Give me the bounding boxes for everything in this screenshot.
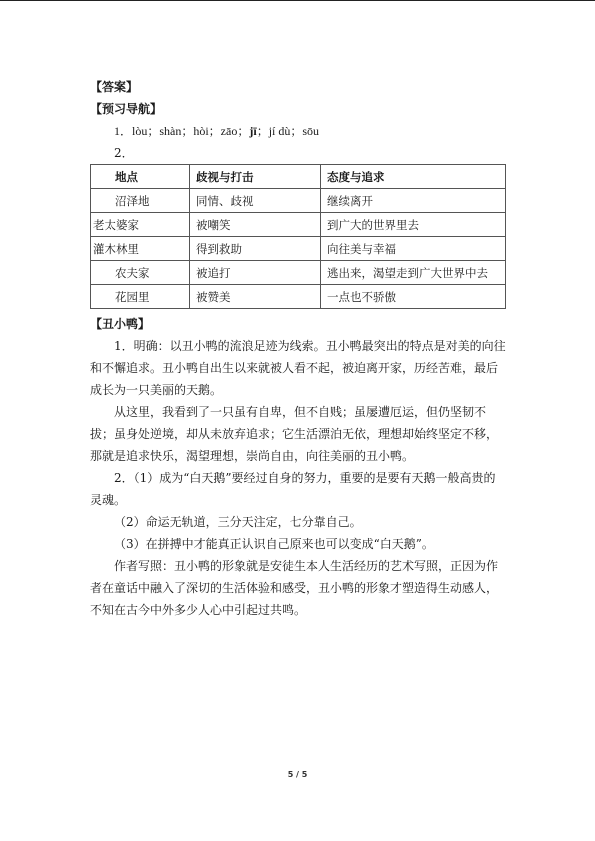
table-cell: 农夫家	[91, 261, 190, 285]
table-cell: 被嘲笑	[190, 213, 321, 237]
table-cell: 沼泽地	[91, 189, 190, 213]
journey-table	[90, 164, 506, 309]
pinyin-part-1: lòu；shàn；hòi；zāo；	[132, 124, 250, 138]
table-cell: 被赞美	[190, 285, 321, 309]
paragraph: （3）在拼搏中才能真正认识自己原来也可以变成“白天鹅”。	[114, 537, 434, 551]
paragraph: 2．（1）成为“白天鹅”要经过自身的努力，重要的是要有天鹅一般高贵的灵魂。	[90, 471, 496, 507]
item-2-number: 2．	[114, 146, 134, 160]
table-cell: 被追打	[190, 261, 321, 285]
header-cell: 地点	[91, 165, 190, 189]
table-cell: 逃出来，渴望走到广大世界中去	[321, 261, 506, 285]
table-cell: 继续离开	[321, 189, 506, 213]
table-cell: 得到救助	[190, 237, 321, 261]
table-cell: 花园里	[91, 285, 190, 309]
table-row	[91, 213, 506, 237]
pinyin-part-bold: jī	[249, 124, 257, 138]
table-cell: 同情、歧视	[190, 189, 321, 213]
paragraph: 作者写照：丑小鸭的形象就是安徒生本人生活经历的艺术写照，正因为作者在童话中融入了深切的生活体验和感受，丑小鸭的形象才塑造得生动感人，不知在古今中外多少人心中引起过共鸣。	[90, 559, 499, 617]
table-cell: 老太婆家	[91, 213, 190, 237]
table-header-row	[91, 165, 506, 189]
pinyin-answer	[90, 120, 506, 142]
table-row	[91, 261, 506, 285]
preview-heading: 【预习导航】	[90, 102, 163, 116]
table-row	[91, 237, 506, 261]
header-rule	[0, 0, 595, 1]
table-cell: 一点也不骄傲	[321, 285, 506, 309]
header-cell: 歧视与打击	[190, 165, 321, 189]
table-row	[91, 285, 506, 309]
duckling-heading: 【丑小鸭】	[90, 317, 151, 331]
table-row	[91, 189, 506, 213]
paragraph: （2）命运无轨道，三分天注定，七分靠自己。	[114, 515, 362, 529]
item-number: 1．	[114, 124, 133, 138]
header-cell: 态度与追求	[321, 165, 506, 189]
answer-heading: 【答案】	[90, 80, 139, 94]
table-cell: 向往美与幸福	[321, 237, 506, 261]
paragraph: 从这里，我看到了一只虽有自卑，但不自贱；虽屡遭厄运，但仍坚韧不拔；虽身处逆境，却从未放弃追求；它生活漂泊无依，理想却始终坚定不移，那就是追求快乐，渴望理想，崇尚自由，向往美丽的丑小鸭。	[90, 405, 499, 463]
table-cell: 到广大的世界里去	[321, 213, 506, 237]
pinyin-part-2: ；jí dù；sōu	[256, 124, 320, 138]
answer-document	[90, 76, 506, 621]
page-number: 5 / 5	[287, 770, 308, 779]
table-cell: 灌木林里	[91, 237, 190, 261]
paragraph: 1．明确：以丑小鸭的流浪足迹为线索。丑小鸭最突出的特点是对美的向往和不懈追求。丑小鸭自出生以来就被人看不起，被迫离开家，历经苦难，最后成长为一只美丽的天鹅。	[90, 339, 506, 397]
